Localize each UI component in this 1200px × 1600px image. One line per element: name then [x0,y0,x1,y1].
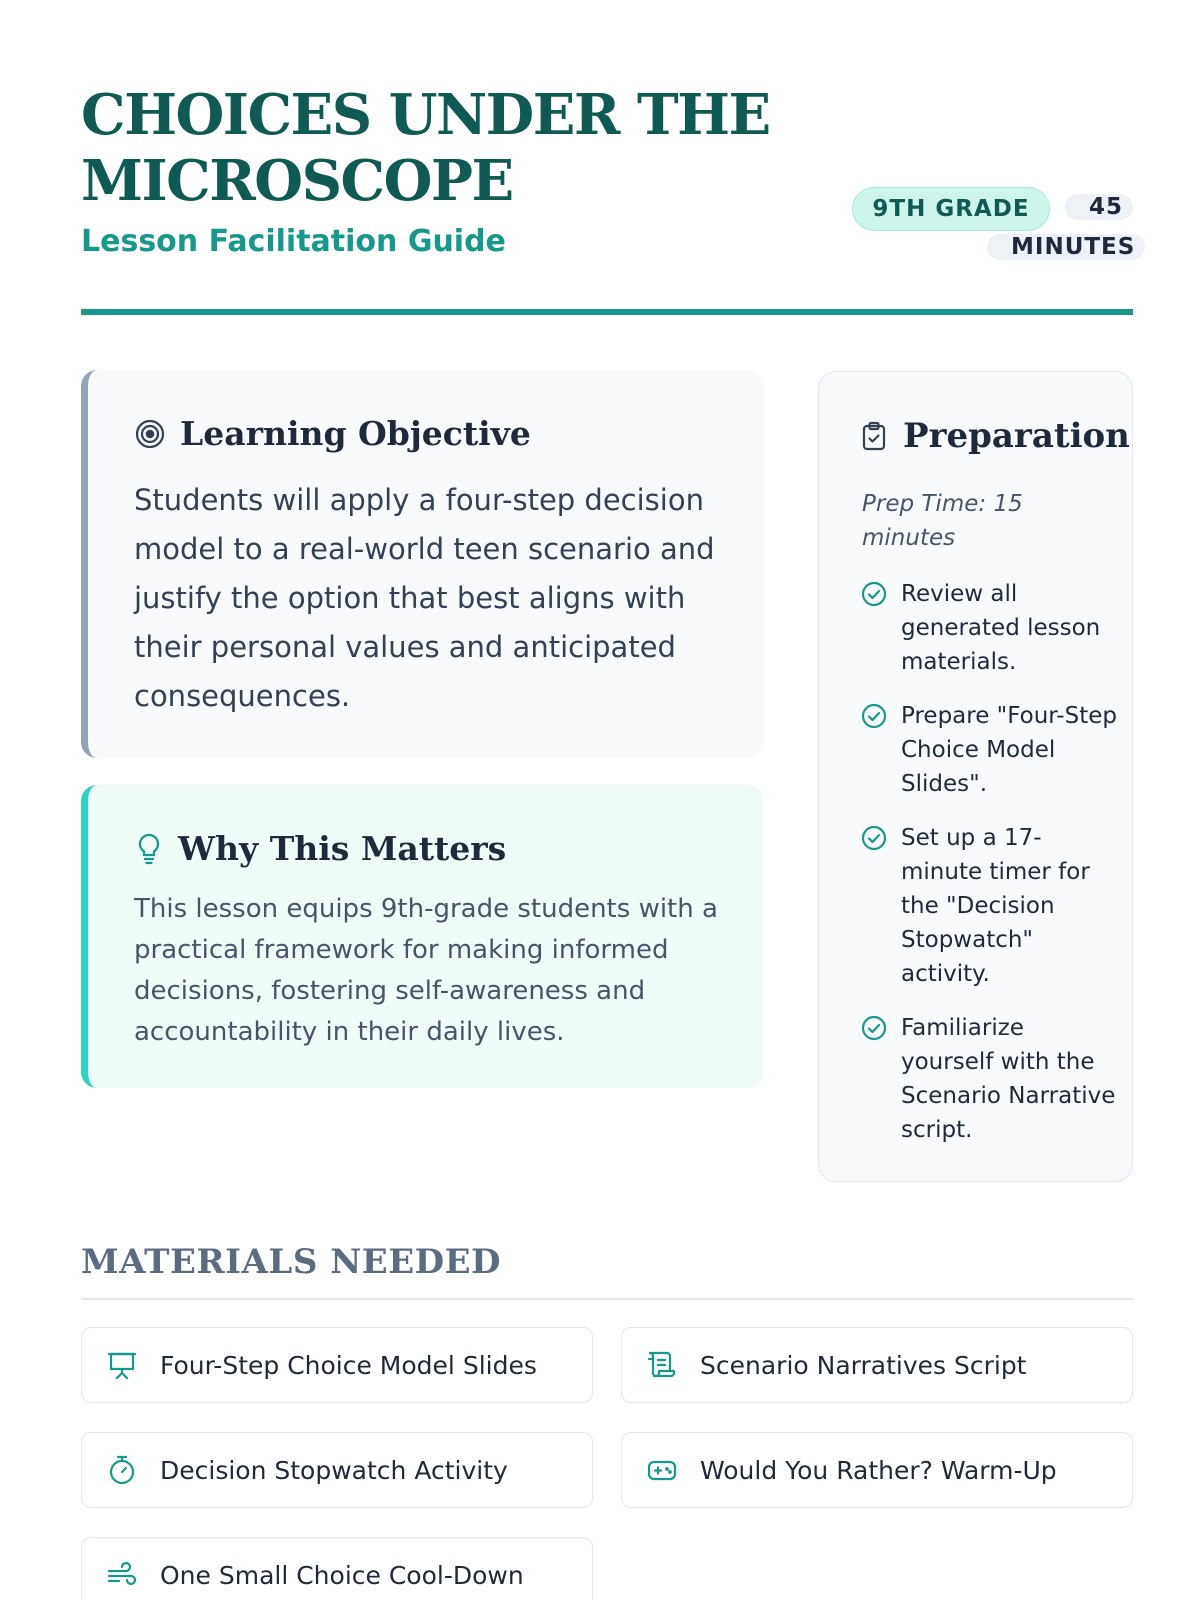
preparation-item-text: Review all generated lesson materials. [901,581,1101,675]
lesson-header [81,82,1136,318]
prep-time: Prep Time: 15 minutes [862,491,1023,551]
material-item-cool-down[interactable] [81,1537,593,1600]
duration-badge-text: 45 MINUTES [987,194,1145,260]
preparation-header [861,416,1130,456]
presentation-icon [106,1349,138,1381]
materials-heading: MATERIALS NEEDED [81,1242,502,1282]
preparation-list [861,577,1121,1167]
material-item-script[interactable] [621,1327,1133,1403]
why-this-matters-text: This lesson equips 9th-grade students with a practical framework for making informed decisions, fostering self-awareness and accountability in their daily lives. [134,894,718,1047]
target-icon [134,418,166,450]
scroll-icon [646,1349,678,1381]
material-label: Decision Stopwatch Activity [160,1455,508,1485]
learning-objective-header [134,414,531,453]
material-item-warm-up[interactable] [621,1432,1133,1508]
list-item [861,1011,1121,1147]
material-item-slides[interactable] [81,1327,593,1403]
clipboard-icon [861,421,887,451]
check-circle-icon [861,581,887,679]
check-circle-icon [861,703,887,801]
duration-badge [987,187,1136,267]
why-this-matters-header [134,829,506,868]
list-item [861,699,1121,801]
material-label: Would You Rather? Warm-Up [700,1455,1057,1485]
preparation-item-text: Familiarize yourself with the Scenario Narrative script. [901,1015,1116,1143]
gamepad-icon [646,1454,678,1486]
why-this-matters-heading: Why This Matters [178,829,507,868]
materials-divider [81,1298,1133,1300]
preparation-heading: Preparation [903,416,1130,456]
material-item-stopwatch[interactable] [81,1432,593,1508]
page-subtitle: Lesson Facilitation Guide [81,224,506,259]
preparation-card [818,371,1133,1182]
material-label: One Small Choice Cool-Down [160,1560,524,1590]
stopwatch-icon [106,1454,138,1486]
learning-objective-text: Students will apply a four-step decision model to a real-world teen scenario and justify the option that best aligns with their personal values and anticipated consequences. [134,483,715,713]
check-circle-icon [861,825,887,991]
check-circle-icon [861,1015,887,1147]
list-item [861,577,1121,679]
lightbulb-icon [134,832,164,866]
preparation-item-text: Prepare "Four-Step Choice Model Slides". [901,703,1117,797]
material-label: Scenario Narratives Script [700,1350,1027,1380]
wind-icon [106,1559,138,1591]
header-divider [81,309,1133,315]
grade-badge: 9TH GRADE [852,187,1050,231]
preparation-item-text: Set up a 17-minute timer for the "Decision Stopwatch" activity. [901,825,1090,987]
material-label: Four-Step Choice Model Slides [160,1350,537,1380]
list-item [861,821,1121,991]
why-this-matters-card [81,785,763,1088]
page-title: CHOICES UNDER THE MICROSCOPE [81,82,770,214]
learning-objective-heading: Learning Objective [180,414,531,453]
learning-objective-card [81,370,763,758]
